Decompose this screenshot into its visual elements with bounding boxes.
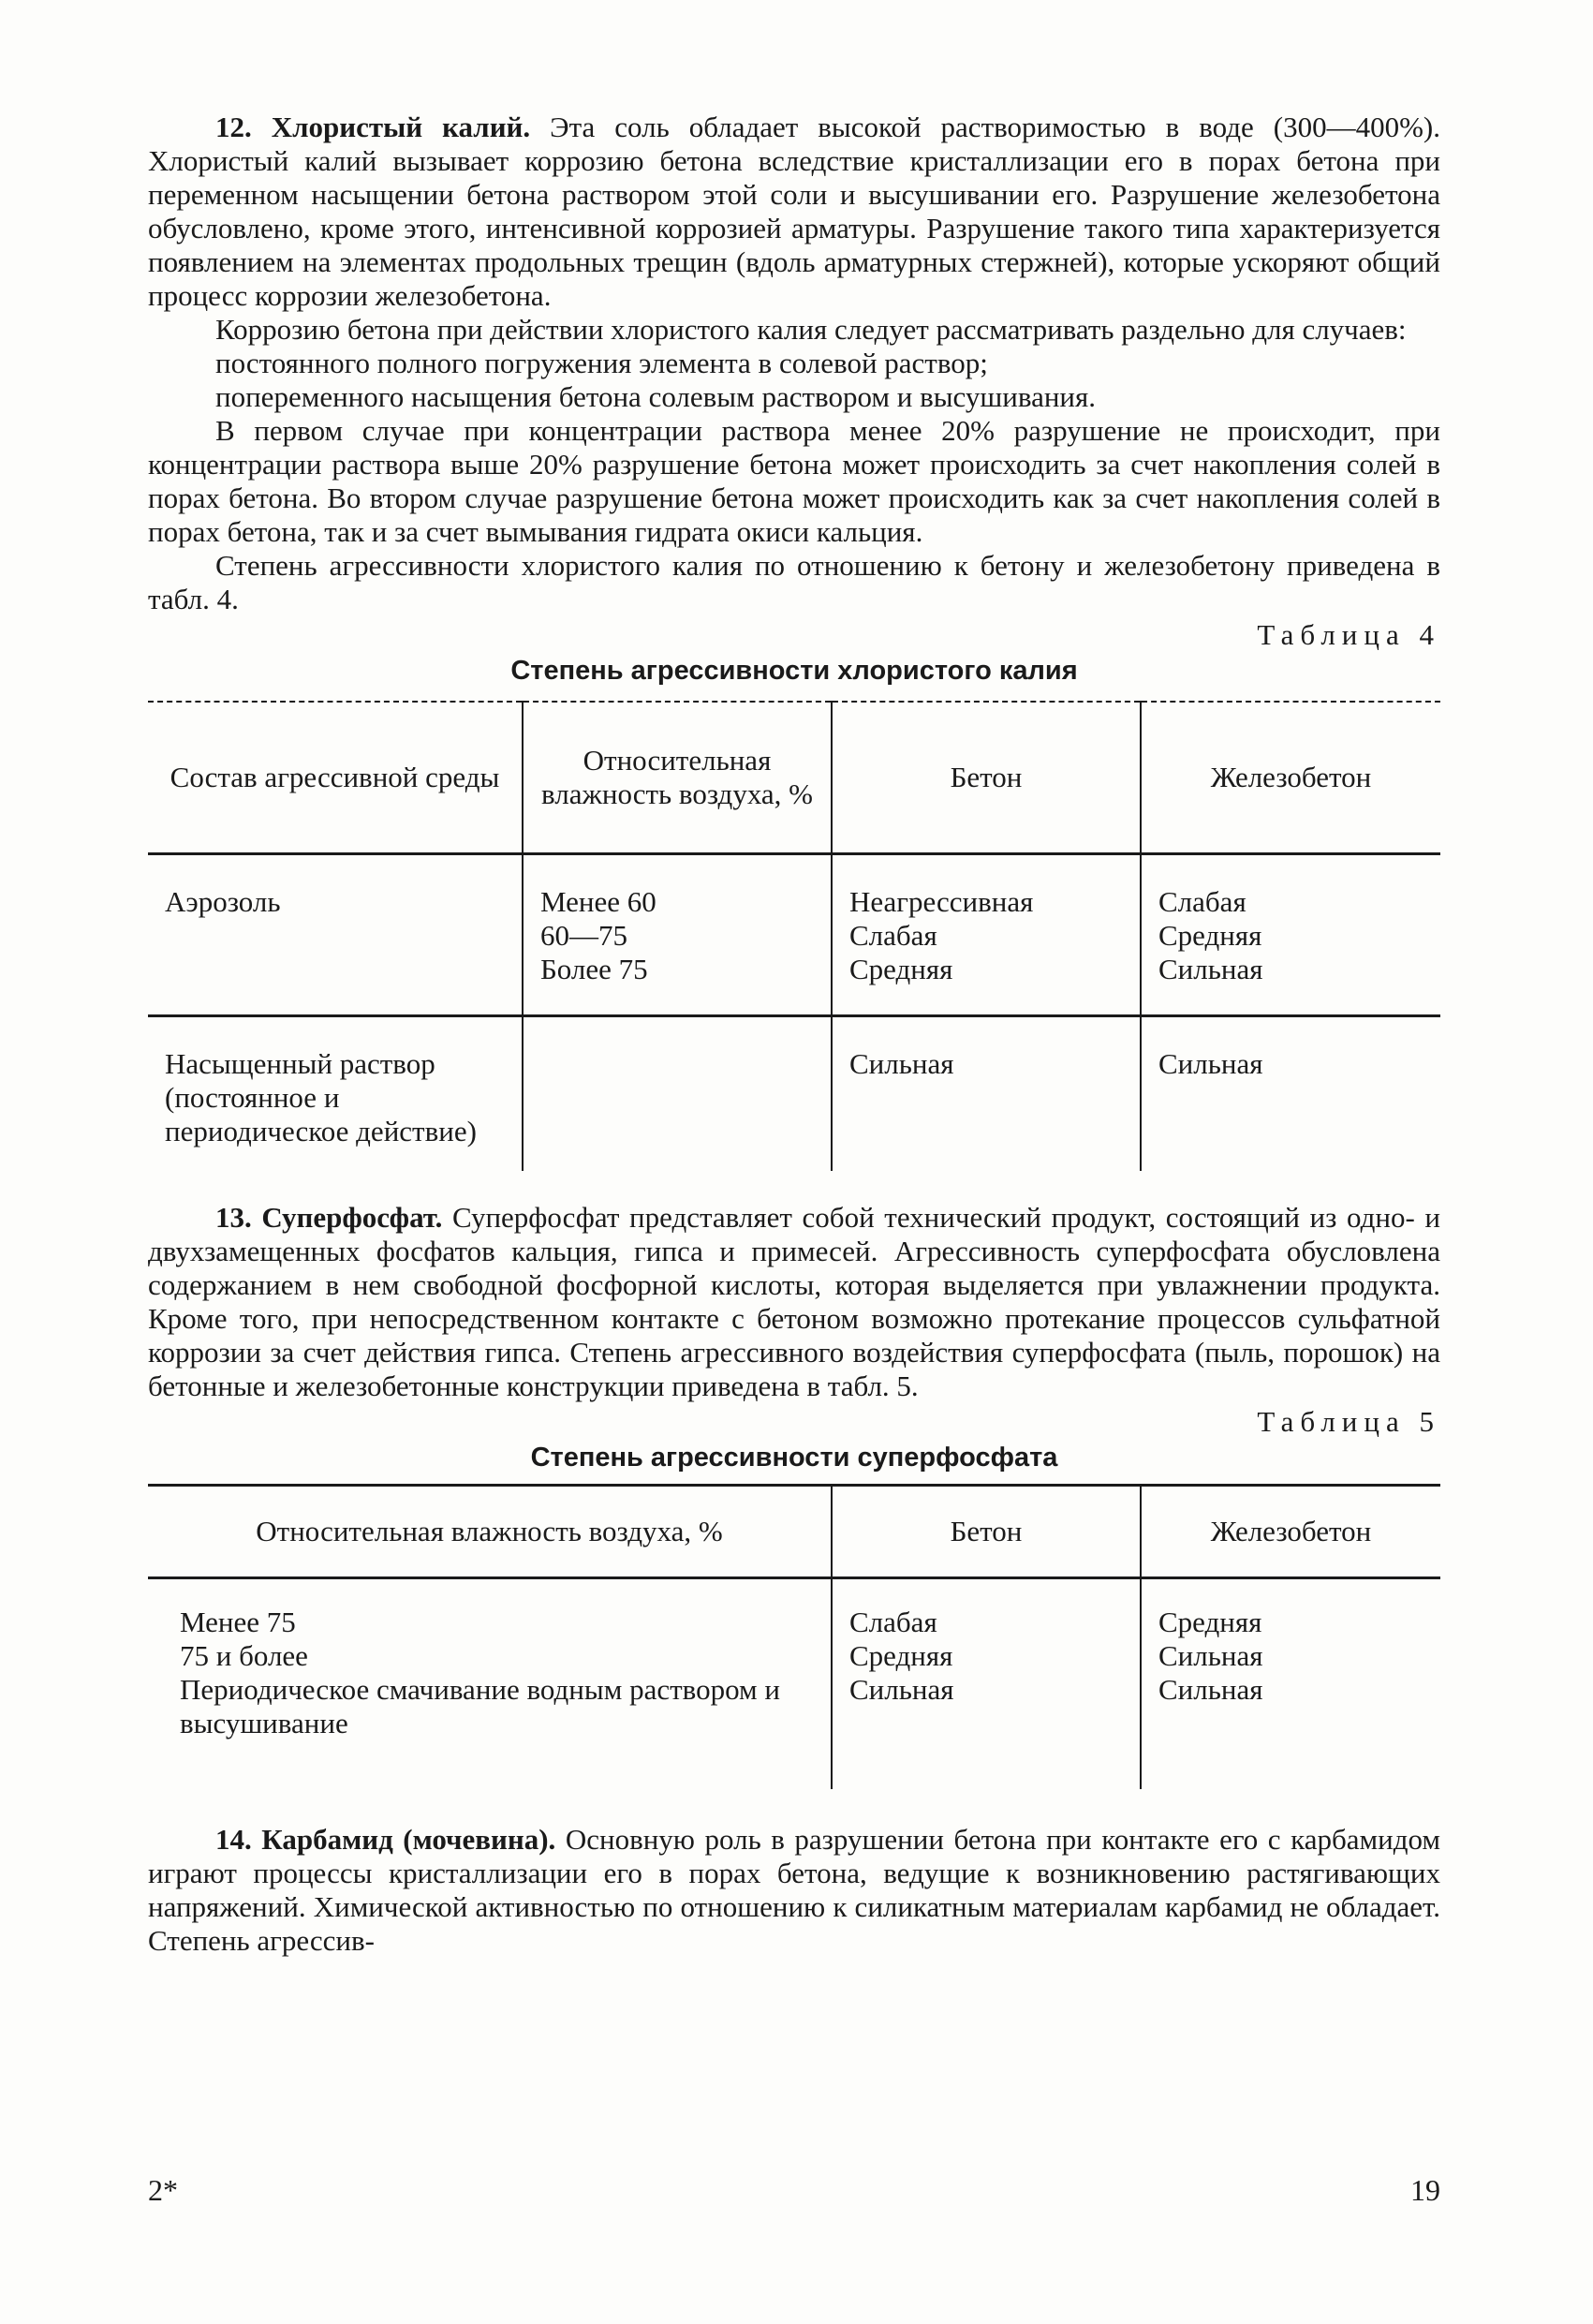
table-number: Таблица 4: [1257, 618, 1440, 651]
table-cell: [523, 1016, 832, 1172]
table-cell: Сильная: [832, 1016, 1141, 1172]
table-cell: Слабая Средняя Сильная: [832, 1578, 1141, 1790]
signature-mark: 2*: [148, 2173, 178, 2207]
table-cell: Неагрессивная Слабая Средняя: [832, 854, 1141, 1016]
paragraph: Степень агрессивности хлористого калия по отношению к бетону и железобетону приведена в табл. 4.: [148, 549, 1440, 615]
table-row: [148, 1578, 1440, 1790]
column-header: Состав агрессивной среды: [170, 761, 500, 793]
paragraph: 12. Хлористый калий. Эта соль обладает высокой растворимостью в воде (300—400%). Хлористый калий вызывает коррозию бетона вследствие кристаллизации его в порах бетона при переменном насыщении бетона раствором этой соли и высушивании его. Разрушение железобетона обусловлено, кроме этого, интенсивной коррозией арматуры. Разрушение такого типа характеризуется появлением на элементах продольных трещин (вдоль арматурных стержней), которые ускоряют общий процесс коррозии железобетона.: [148, 111, 1440, 312]
column-header: Относительная влажность воздуха, %: [523, 702, 832, 854]
column-header: Железобетон: [1141, 1486, 1440, 1578]
table-header-row: [148, 702, 1440, 854]
table-cell: Аэрозоль: [165, 885, 281, 918]
page-number: 19: [1410, 2173, 1440, 2207]
paragraph: 13. Суперфосфат. Суперфосфат представляет собой технический продукт, состоящий из одно- и двухзамещенных фосфатов кальция, гипса и примесей. Агрессивность суперфосфата обусловлена содержанием в нем свободной фосфорной кислоты, которая выделяется при увлажнении продукта. Кроме того, при непосредственном контакте с бетоном возможно протекание процессов сульфатной коррозии за счет действия гипса. Степень агрессивного воздействия суперфосфата (пыль, порошок) на бетонные и железобетонные конструкции приведена в табл. 5.: [148, 1201, 1440, 1402]
section-heading: 14. Карбамид (мочевина).: [215, 1823, 556, 1856]
table-cell: Насыщенный раствор (постоянное и периодическое действие): [165, 1047, 477, 1147]
table-row: [148, 1016, 1440, 1172]
table-number: Таблица 5: [1257, 1405, 1440, 1438]
table-cell: Слабая Средняя Сильная: [1141, 854, 1440, 1016]
table-header-row: [148, 1486, 1440, 1578]
section-heading: 12. Хлористый калий.: [215, 111, 531, 143]
table-row: [148, 854, 1440, 1016]
column-header: Бетон: [832, 702, 1141, 854]
table-cell: Менее 60 60—75 Более 75: [523, 854, 832, 1016]
table-cell: Менее 75 75 и более Периодическое смачивание водным раствором и высушивание: [180, 1606, 780, 1739]
section-heading: 13. Суперфосфат.: [215, 1201, 443, 1234]
aggressiveness-table-potassium-chloride: [148, 701, 1440, 1171]
paragraph: Коррозию бетона при действии хлористого калия следует рассматривать раздельно для случаев:: [215, 313, 1407, 346]
column-header: Относительная влажность воздуха, %: [256, 1515, 723, 1547]
column-header: Железобетон: [1141, 702, 1440, 854]
list-item: попеременного насыщения бетона солевым раствором и высушивания.: [215, 380, 1097, 413]
table-cell: Сильная: [1141, 1016, 1440, 1172]
column-header: Бетон: [832, 1486, 1141, 1578]
aggressiveness-table-superphosphate: [148, 1484, 1440, 1789]
paragraph: В первом случае при концентрации раствора менее 20% разрушение не происходит, при концентрации раствора выше 20% разрушение бетона может происходить за счет накопления солей в порах бетона. Во втором случае разрушение бетона может происходить как за счет накопления солей в порах бетона, так и за счет вымывания гидрата окиси кальция.: [148, 414, 1440, 548]
table-cell: Средняя Сильная Сильная: [1141, 1578, 1440, 1790]
paragraph: 14. Карбамид (мочевина). Основную роль в разрушении бетона при контакте его с карбамидом играют процессы кристаллизации его в порах бетона, ведущие к возникновению растягивающих напряжений. Химической активностью по отношению к силикатным материалам карбамид не обладает. Степень агрессив-: [148, 1823, 1440, 1957]
list-item: постоянного полного погружения элемента в солевой раствор;: [215, 347, 988, 379]
section-12: [148, 111, 1440, 1958]
table-title: Степень агрессивности суперфосфата: [530, 1443, 1058, 1473]
table-title: Степень агрессивности хлористого калия: [510, 656, 1078, 686]
